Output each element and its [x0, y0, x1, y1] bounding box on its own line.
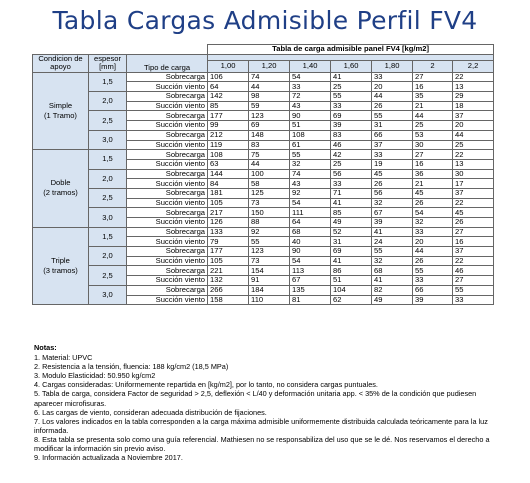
load-value-cell: 85	[208, 101, 249, 111]
load-value-cell: 51	[290, 121, 331, 131]
note-item: 6. Las cargas de viento, consideran adecuada distribución de fijaciones.	[34, 407, 267, 417]
note-item: 4. Cargas consideradas: Uniformemente repartida en [kg/m2], por lo tanto, no considera cargas puntuales.	[34, 380, 378, 390]
load-value-cell: 39	[413, 295, 453, 305]
thickness-label: 2,0	[89, 92, 127, 111]
table-row	[33, 92, 494, 102]
load-value-cell: 26	[372, 179, 413, 189]
load-value-cell: 55	[413, 266, 453, 276]
load-value-cell: 99	[208, 121, 249, 131]
table-row	[33, 247, 494, 257]
load-type-label: Succión viento	[127, 121, 208, 131]
load-value-cell: 123	[249, 111, 290, 121]
load-value-cell: 63	[208, 159, 249, 169]
load-value-cell: 29	[453, 92, 494, 102]
notes-title: Notas:	[34, 343, 57, 352]
load-value-cell: 39	[331, 121, 372, 131]
table-row	[33, 285, 494, 295]
load-value-cell: 73	[249, 256, 290, 266]
load-value-cell: 44	[453, 130, 494, 140]
load-value-cell: 52	[331, 227, 372, 237]
table-row	[33, 111, 494, 121]
page-title: Tabla Cargas Admisible Perfil FV4	[52, 6, 478, 35]
note-item: 8. Esta tabla se presenta solo como una guía referencial. Mathiesen no se responsabiliza del uso que se le dé. Nos reservamos el derecho a modificar la información sin previo aviso.	[34, 434, 490, 454]
load-value-cell: 81	[290, 295, 331, 305]
load-value-cell: 46	[453, 266, 494, 276]
note-item: 3. Modulo Elasticidad: 50.950 kg/cm2	[34, 371, 156, 381]
support-condition-label: Doble (2 tramos)	[33, 150, 89, 228]
load-value-cell: 142	[208, 92, 249, 102]
thickness-label: 3,0	[89, 208, 127, 227]
header-tipo-carga: Tipo de carga	[127, 54, 208, 72]
load-type-label: Sobrecarga	[127, 169, 208, 179]
load-type-label: Succión viento	[127, 159, 208, 169]
load-value-cell: 108	[290, 130, 331, 140]
load-value-cell: 55	[331, 92, 372, 102]
load-value-cell: 54	[290, 198, 331, 208]
load-value-cell: 33	[372, 150, 413, 160]
load-value-cell: 105	[208, 256, 249, 266]
load-value-cell: 22	[453, 150, 494, 160]
load-value-cell: 26	[453, 218, 494, 228]
load-value-cell: 26	[413, 256, 453, 266]
load-value-cell: 133	[208, 227, 249, 237]
load-value-cell: 22	[453, 198, 494, 208]
load-value-cell: 74	[249, 72, 290, 82]
load-value-cell: 37	[453, 188, 494, 198]
span-header: 2,2	[453, 60, 494, 72]
load-value-cell: 18	[453, 101, 494, 111]
load-value-cell: 55	[290, 150, 331, 160]
load-value-cell: 66	[372, 130, 413, 140]
load-value-cell: 69	[249, 121, 290, 131]
load-value-cell: 44	[249, 82, 290, 92]
load-value-cell: 111	[290, 208, 331, 218]
load-type-label: Succión viento	[127, 140, 208, 150]
support-condition-label: Triple (3 tramos)	[33, 227, 89, 305]
load-value-cell: 33	[290, 82, 331, 92]
load-value-cell: 17	[453, 179, 494, 189]
load-value-cell: 44	[372, 92, 413, 102]
load-value-cell: 27	[453, 276, 494, 286]
load-value-cell: 43	[290, 101, 331, 111]
load-value-cell: 25	[413, 121, 453, 131]
load-value-cell: 72	[290, 92, 331, 102]
table-row	[33, 150, 494, 160]
thickness-label: 1,5	[89, 150, 127, 169]
load-value-cell: 54	[290, 72, 331, 82]
load-value-cell: 82	[372, 285, 413, 295]
load-value-cell: 184	[249, 285, 290, 295]
load-value-cell: 41	[331, 198, 372, 208]
load-type-label: Sobrecarga	[127, 247, 208, 257]
load-value-cell: 25	[453, 140, 494, 150]
load-value-cell: 86	[331, 266, 372, 276]
load-value-cell: 45	[372, 169, 413, 179]
load-value-cell: 110	[249, 295, 290, 305]
load-value-cell: 26	[372, 101, 413, 111]
load-value-cell: 13	[453, 159, 494, 169]
load-value-cell: 85	[331, 208, 372, 218]
load-value-cell: 22	[453, 72, 494, 82]
thickness-label: 1,5	[89, 72, 127, 91]
span-header: 1,60	[331, 60, 372, 72]
load-value-cell: 20	[372, 82, 413, 92]
load-value-cell: 51	[331, 276, 372, 286]
load-value-cell: 67	[290, 276, 331, 286]
load-value-cell: 13	[453, 82, 494, 92]
load-value-cell: 66	[413, 285, 453, 295]
thickness-label: 1,5	[89, 227, 127, 246]
load-type-label: Succión viento	[127, 256, 208, 266]
load-value-cell: 91	[249, 276, 290, 286]
load-value-cell: 83	[331, 130, 372, 140]
span-header: 1,80	[372, 60, 413, 72]
load-value-cell: 61	[290, 140, 331, 150]
load-type-label: Succión viento	[127, 101, 208, 111]
load-value-cell: 19	[372, 159, 413, 169]
table-row	[33, 227, 494, 237]
load-type-label: Succión viento	[127, 82, 208, 92]
load-value-cell: 56	[331, 169, 372, 179]
load-value-cell: 69	[331, 111, 372, 121]
thickness-label: 2,0	[89, 169, 127, 188]
load-value-cell: 90	[290, 247, 331, 257]
load-value-cell: 31	[331, 237, 372, 247]
load-value-cell: 43	[290, 179, 331, 189]
load-value-cell: 41	[331, 72, 372, 82]
load-value-cell: 55	[453, 285, 494, 295]
load-value-cell: 266	[208, 285, 249, 295]
load-value-cell: 45	[453, 208, 494, 218]
load-type-label: Sobrecarga	[127, 227, 208, 237]
load-type-label: Succión viento	[127, 276, 208, 286]
load-value-cell: 41	[331, 256, 372, 266]
load-value-cell: 83	[249, 140, 290, 150]
load-value-cell: 44	[249, 159, 290, 169]
load-value-cell: 79	[208, 237, 249, 247]
load-value-cell: 40	[290, 237, 331, 247]
load-value-cell: 123	[249, 247, 290, 257]
load-value-cell: 73	[249, 198, 290, 208]
load-value-cell: 217	[208, 208, 249, 218]
table-row	[33, 72, 494, 82]
load-value-cell: 177	[208, 247, 249, 257]
load-type-label: Sobrecarga	[127, 188, 208, 198]
load-type-label: Sobrecarga	[127, 208, 208, 218]
load-value-cell: 104	[331, 285, 372, 295]
load-type-label: Sobrecarga	[127, 150, 208, 160]
load-value-cell: 150	[249, 208, 290, 218]
load-value-cell: 67	[372, 208, 413, 218]
load-type-label: Sobrecarga	[127, 111, 208, 121]
load-value-cell: 33	[372, 72, 413, 82]
load-type-label: Sobrecarga	[127, 285, 208, 295]
header-condicion: Condicion de apoyo	[33, 54, 89, 72]
load-value-cell: 49	[372, 295, 413, 305]
table-row	[33, 208, 494, 218]
table-row	[33, 169, 494, 179]
load-value-cell: 21	[413, 101, 453, 111]
load-type-label: Sobrecarga	[127, 130, 208, 140]
table-row	[33, 266, 494, 276]
note-item: 1. Material: UPVC	[34, 353, 93, 363]
load-value-cell: 55	[249, 237, 290, 247]
span-header: 1,20	[249, 60, 290, 72]
load-value-cell: 20	[453, 121, 494, 131]
note-item: 9. Información actualizada a Noviembre 2017.	[34, 453, 183, 463]
note-item: 5. Tabla de carga, considera Factor de seguridad > 2,5, deflexión < L/40 y deformación unitaria app. < 35% de la condición que pudiesen aparecer microfisuras.	[34, 389, 477, 408]
load-value-cell: 20	[413, 237, 453, 247]
load-value-cell: 32	[372, 198, 413, 208]
load-value-cell: 105	[208, 198, 249, 208]
load-value-cell: 62	[331, 295, 372, 305]
note-item: 2. Resistencia a la tensión, fluencia: 188 kg/cm2 (18,5 MPa)	[34, 362, 229, 372]
load-value-cell: 33	[453, 295, 494, 305]
load-value-cell: 68	[372, 266, 413, 276]
load-value-cell: 30	[453, 169, 494, 179]
load-value-cell: 126	[208, 218, 249, 228]
thickness-label: 2,0	[89, 247, 127, 266]
load-value-cell: 74	[290, 169, 331, 179]
load-type-label: Sobrecarga	[127, 92, 208, 102]
load-value-cell: 154	[249, 266, 290, 276]
load-value-cell: 21	[413, 179, 453, 189]
load-value-cell: 92	[290, 188, 331, 198]
load-value-cell: 106	[208, 72, 249, 82]
load-value-cell: 100	[249, 169, 290, 179]
load-value-cell: 33	[331, 101, 372, 111]
load-value-cell: 53	[413, 130, 453, 140]
load-value-cell: 90	[290, 111, 331, 121]
load-value-cell: 16	[453, 237, 494, 247]
load-value-cell: 33	[413, 276, 453, 286]
load-value-cell: 32	[372, 256, 413, 266]
load-value-cell: 92	[249, 227, 290, 237]
load-value-cell: 27	[453, 227, 494, 237]
thickness-label: 2,5	[89, 266, 127, 285]
load-value-cell: 69	[331, 247, 372, 257]
load-value-cell: 54	[413, 208, 453, 218]
load-value-cell: 30	[413, 140, 453, 150]
thickness-label: 2,5	[89, 111, 127, 130]
load-type-label: Sobrecarga	[127, 72, 208, 82]
load-value-cell: 37	[372, 140, 413, 150]
notes-section	[34, 343, 504, 462]
span-header: 2	[413, 60, 453, 72]
load-type-label: Succión viento	[127, 198, 208, 208]
load-value-cell: 56	[372, 188, 413, 198]
note-item: 7. Los valores indicados en la tabla corresponden a la carga máxima admisible uniformemente distribuida calculada teóricamente para la luz informada.	[34, 416, 488, 435]
load-value-cell: 64	[290, 218, 331, 228]
table-row	[33, 130, 494, 140]
load-value-cell: 49	[331, 218, 372, 228]
load-value-cell: 68	[290, 227, 331, 237]
load-value-cell: 58	[249, 179, 290, 189]
span-header: 1,00	[208, 60, 249, 72]
load-value-cell: 71	[331, 188, 372, 198]
load-value-cell: 144	[208, 169, 249, 179]
thickness-label: 3,0	[89, 285, 127, 304]
load-value-cell: 64	[208, 82, 249, 92]
load-value-cell: 37	[453, 111, 494, 121]
load-value-cell: 27	[413, 150, 453, 160]
load-type-label: Sobrecarga	[127, 266, 208, 276]
load-type-label: Succión viento	[127, 295, 208, 305]
table-row	[33, 188, 494, 198]
load-value-cell: 88	[249, 218, 290, 228]
load-value-cell: 32	[290, 159, 331, 169]
load-value-cell: 132	[208, 276, 249, 286]
support-condition-label: Simple (1 Tramo)	[33, 72, 89, 150]
load-value-cell: 113	[290, 266, 331, 276]
load-value-cell: 24	[372, 237, 413, 247]
span-header: 1,40	[290, 60, 331, 72]
load-value-cell: 119	[208, 140, 249, 150]
load-value-cell: 25	[331, 82, 372, 92]
load-value-cell: 44	[413, 247, 453, 257]
load-value-cell: 42	[331, 150, 372, 160]
table-caption: Tabla de carga admisible panel FV4 [kg/m2]	[208, 45, 494, 55]
load-value-cell: 27	[413, 72, 453, 82]
load-value-cell: 45	[413, 188, 453, 198]
load-value-cell: 55	[372, 247, 413, 257]
load-value-cell: 16	[413, 82, 453, 92]
load-value-cell: 125	[249, 188, 290, 198]
load-value-cell: 32	[413, 218, 453, 228]
load-value-cell: 221	[208, 266, 249, 276]
load-value-cell: 41	[372, 276, 413, 286]
header-espesor: espesor [mm]	[89, 54, 127, 72]
load-value-cell: 55	[372, 111, 413, 121]
load-value-cell: 26	[413, 198, 453, 208]
load-value-cell: 16	[413, 159, 453, 169]
load-value-cell: 41	[372, 227, 413, 237]
load-value-cell: 22	[453, 256, 494, 266]
load-table	[32, 44, 494, 305]
load-value-cell: 59	[249, 101, 290, 111]
load-value-cell: 33	[331, 179, 372, 189]
load-value-cell: 135	[290, 285, 331, 295]
load-value-cell: 158	[208, 295, 249, 305]
load-value-cell: 46	[331, 140, 372, 150]
load-value-cell: 37	[453, 247, 494, 257]
load-value-cell: 33	[413, 227, 453, 237]
load-value-cell: 177	[208, 111, 249, 121]
load-value-cell: 75	[249, 150, 290, 160]
load-value-cell: 31	[372, 121, 413, 131]
thickness-label: 2,5	[89, 188, 127, 207]
load-value-cell: 181	[208, 188, 249, 198]
load-value-cell: 54	[290, 256, 331, 266]
load-value-cell: 39	[372, 218, 413, 228]
load-value-cell: 35	[413, 92, 453, 102]
load-value-cell: 44	[413, 111, 453, 121]
load-value-cell: 98	[249, 92, 290, 102]
load-value-cell: 148	[249, 130, 290, 140]
load-type-label: Succión viento	[127, 237, 208, 247]
load-value-cell: 108	[208, 150, 249, 160]
load-value-cell: 36	[413, 169, 453, 179]
thickness-label: 3,0	[89, 130, 127, 149]
load-value-cell: 212	[208, 130, 249, 140]
load-value-cell: 25	[331, 159, 372, 169]
load-type-label: Succión viento	[127, 179, 208, 189]
load-type-label: Succión viento	[127, 218, 208, 228]
load-value-cell: 84	[208, 179, 249, 189]
